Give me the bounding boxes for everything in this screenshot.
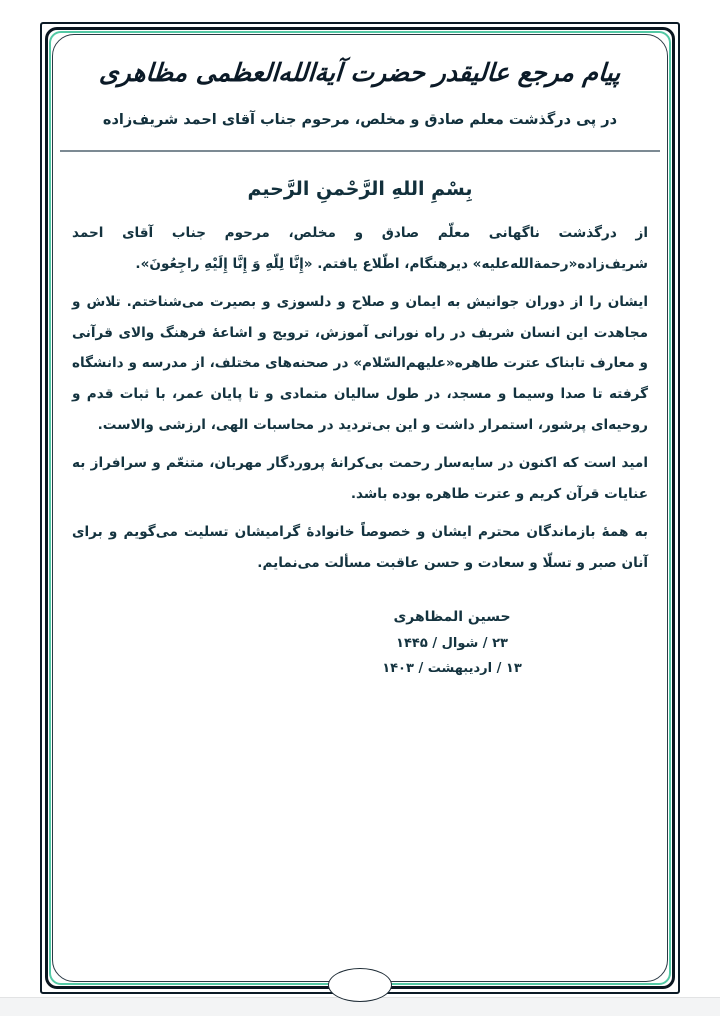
- message-body: [58, 214, 662, 578]
- signature-date-solar: ۱۳ / اردیبهشت / ۱۴۰۳: [382, 660, 522, 676]
- signatory-name: حسین المظاهری: [393, 608, 511, 625]
- signature-block: [362, 579, 542, 682]
- bismillah-invocation: بِسْمِ اللهِ الرَّحْمنِ الرَّحیم: [247, 178, 473, 201]
- page-subtitle: در پی درگذشت معلم صادق و مخلص، مرحوم جناب آقای احمد شریف‌زاده: [102, 111, 618, 128]
- document-header: [58, 40, 662, 152]
- signature-date-hijri: ۲۳ / شوال / ۱۴۴۵: [396, 635, 508, 651]
- body-paragraph: از درگذشت ناگهانی معلّم صادق و مخلص، مرحوم جناب آقای احمد شریف‌زاده«رحمة‌الله‌علیه» دیرهنگام، اطّلاع یافتم. «إِنَّا لِلّهِ وَ إِنَّا إِلَیْهِ راجِعُونَ».: [72, 225, 648, 272]
- bottom-oval-ornament: [328, 968, 392, 1002]
- document-content: [58, 40, 662, 976]
- body-paragraph: به همهٔ بازماندگان محترم ایشان و خصوصاً خانوادهٔ گرامیشان تسلیت می‌گویم و برای آنان صبر و تسلّا و سعادت و حسن عاقبت مسألت می‌نمایم.: [72, 524, 648, 571]
- body-paragraph: امید است که اکنون در سایه‌سار رحمت بی‌کرانهٔ پروردگار مهربان، متنعّم و سرافراز به عنایات قرآن کریم و عترت طاهره بوده باشد.: [72, 455, 648, 502]
- page-title: پیام مرجع عالیقدر حضرت آیة‌الله‌العظمی مظاهری: [98, 58, 622, 87]
- body-paragraph: ایشان را از دوران جوانیش به ایمان و صلاح و دلسوزی و بصیرت می‌شناختم. تلاش و مجاهدت این انسان شریف در راه نورانی آموزش، ترویج و اشاعهٔ فرهنگ والای قرآنی و معارف تابناک عترت طاهره«علیهم‌السّلام» در صحنه‌های مختلف، از مدرسه و دانشگاه گرفته تا صدا وسیما و مسجد، در طول سالیان متمادی و تا پایان عمر، با ثبات قدم و روحیه‌ای پرشور، استمرار داشت و این بی‌تردید در محاسبات الهی، ارزشی والاست.: [72, 294, 648, 433]
